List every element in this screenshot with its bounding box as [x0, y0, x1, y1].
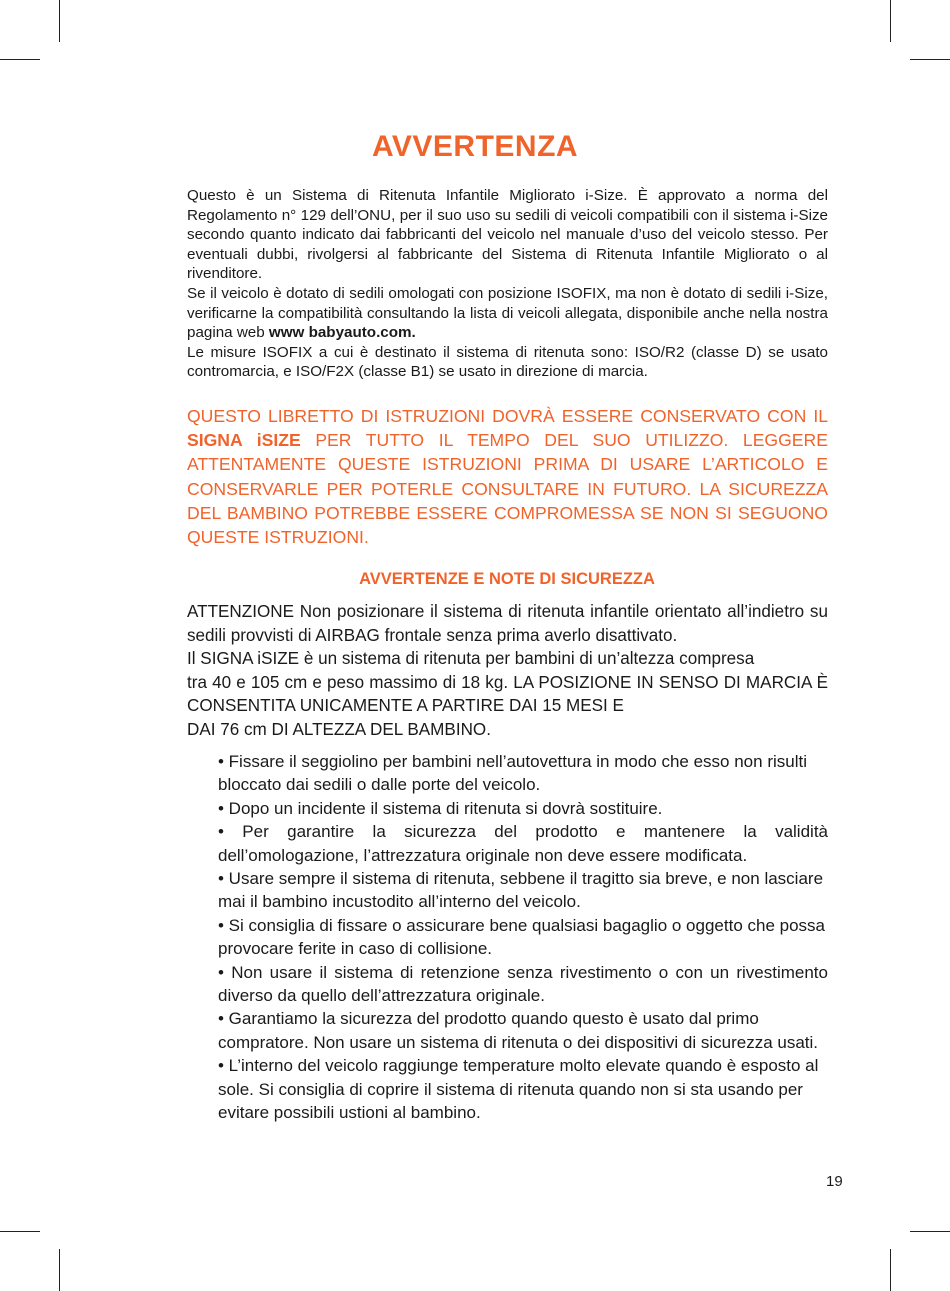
page-title: AVVERTENZA: [371, 130, 579, 163]
crop-mark: [890, 1249, 891, 1291]
crop-mark: [0, 1231, 40, 1232]
keep-instructions-notice: [187, 404, 828, 549]
crop-mark: [890, 0, 891, 42]
size-line-1: Il SIGNA iSIZE è un sistema di ritenuta per bambini di un’altezza compresa: [187, 649, 755, 668]
crop-mark: [59, 0, 60, 42]
list-item: • L’interno del veicolo raggiunge temperature molto elevate quando è esposto al sole. Si consiglia di coprire il sistema di ritenuta quando non si sta usando per evitare possibili ustioni al bambino.: [218, 1056, 819, 1123]
notice-text-before: QUESTO LIBRETTO DI ISTRUZIONI DOVRÀ ESSERE CONSERVATO CON IL: [187, 406, 828, 426]
size-line-3: DAI 76 cm DI ALTEZZA DEL BAMBINO.: [187, 719, 491, 739]
website-link: www babyauto.com.: [268, 324, 416, 342]
list-item: • Si consiglia di fissare o assicurare bene qualsiasi bagaglio o oggetto che possa provocare ferite in caso di collisione.: [218, 915, 825, 959]
intro-paragraph-3: Le misure ISOFIX a cui è destinato il sistema di ritenuta sono: ISO/R2 (classe D) se usato contromarcia, e ISO/F2X (classe B1) se usato in direzione di marcia.: [187, 343, 828, 381]
list-item: • Garantiamo la sicurezza del prodotto quando questo è usato dal primo compratore. Non usare un sistema di ritenuta o dei dispositivi di sicurezza usati.: [218, 1009, 819, 1052]
intro-paragraph-2-text: Se il veicolo è dotato di sedili omologati con posizione ISOFIX, ma non è dotato di sedili i-Size, verificarne la compatibilità consultando la lista di veicoli allegata, disponibile anche nella nostra pagina web: [187, 284, 828, 342]
crop-mark: [0, 59, 40, 60]
notice-text-after: PER TUTTO IL TEMPO DEL SUO UTILIZZO. LEGGERE ATTENTAMENTE QUESTE ISTRUZIONI PRIMA DI USARE L’ARTICOLO E CONSERVARLE PER POTERLE CONSULTARE IN FUTURO. LA SICUREZZA DEL BAMBINO POTREBBE ESSERE COMPROMESSA SE NON SI SEGUONO QUESTE ISTRUZIONI.: [187, 430, 828, 548]
list-item: • Fissare il seggiolino per bambini nell’autovettura in modo che esso non risulti bloccato dai sedili o dalle porte del veicolo.: [218, 752, 807, 795]
list-item: • Dopo un incidente il sistema di ritenuta si dovrà sostituire.: [218, 798, 663, 818]
section-title: AVVERTENZE E NOTE DI SICUREZZA: [359, 570, 655, 588]
page-number: 19: [826, 1173, 843, 1190]
crop-mark: [910, 1231, 950, 1232]
safety-bullet-list: [218, 750, 828, 1125]
size-line-2: tra 40 e 105 cm e peso massimo di 18 kg. LA POSIZIONE IN SENSO DI MARCIA È CONSENTITA UNICAMENTE A PARTIRE DAI 15 MESI E: [187, 672, 828, 715]
crop-mark: [59, 1249, 60, 1291]
warnings-section: [187, 600, 828, 741]
airbag-warning: ATTENZIONE Non posizionare il sistema di ritenuta infantile orientato all’indietro su sedili provvisti di AIRBAG frontale senza prima averlo disattivato.: [187, 602, 828, 645]
list-item: • Usare sempre il sistema di ritenuta, sebbene il tragitto sia breve, e non lasciare mai il bambino incustodito all’interno del veicolo.: [218, 869, 824, 912]
crop-mark: [910, 59, 950, 60]
intro-paragraph-2: [187, 284, 828, 343]
intro-paragraph-1: Questo è un Sistema di Ritenuta Infantile Migliorato i-Size. È approvato a norma del Regolamento n° 129 dell’ONU, per il suo uso su sedili di veicoli compatibili con il sistema i-Size secondo quanto indicato dai fabbricanti del veicolo nel manuale d’uso del veicolo stesso. Per eventuali dubbi, rivolgersi al fabbricante del Sistema di Ritenuta Infantile Migliorato o al rivenditore.: [187, 187, 828, 283]
list-item: • Per garantire la sicurezza del prodotto e mantenere la validità dell’omologazione, l’attrezzatura originale non deve essere modificata.: [218, 822, 828, 865]
product-name: SIGNA iSIZE: [187, 430, 301, 451]
intro-section: [187, 186, 828, 382]
list-item: • Non usare il sistema di retenzione senza rivestimento o con un rivestimento diverso da quello dell’attrezzatura originale.: [218, 962, 828, 1006]
